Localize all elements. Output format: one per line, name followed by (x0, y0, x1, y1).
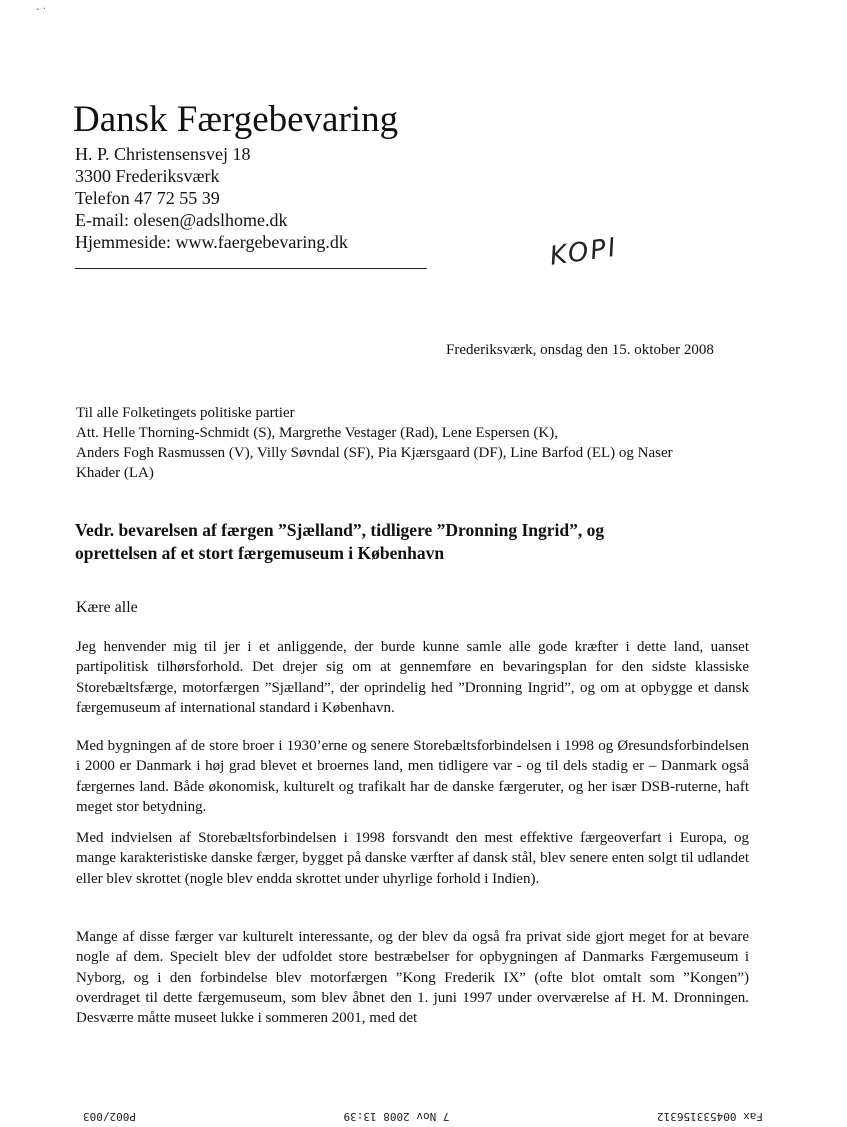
organization-title: Dansk Færgebevaring (73, 99, 399, 140)
recipient-line: Anders Fogh Rasmussen (V), Villy Søvndal (SF), Pia Kjærsgaard (DF), Line Barfod (EL) og Naser (76, 445, 673, 461)
subject-heading (75, 519, 775, 565)
date-line: Frederiksværk, onsdag den 15. oktober 2008 (446, 342, 714, 358)
fax-timestamp: 7 Nov 2008 13:39 (343, 1110, 450, 1123)
recipients-block (76, 403, 776, 483)
address-phone: Telefon 47 72 55 39 (75, 188, 220, 208)
fax-page: P002/003 (83, 1110, 136, 1123)
kopi-stamp: KOPI (547, 232, 620, 272)
address-website: Hjemmeside: www.faergebevaring.dk (75, 232, 348, 252)
header-divider (75, 268, 427, 269)
address-street: H. P. Christensensvej 18 (75, 144, 251, 164)
address-city: 3300 Frederiksværk (75, 166, 220, 186)
body-paragraph: Med indvielsen af Storebæltsforbindelsen i 1998 forsvandt den mest effektive færgeoverfart i Europa, og mange karakteristiske danske færger, bygget på danske værfter af dansk stål, blev senere enten solgt til udlandet eller blev skrottet (nogle blev endda skrottet under uhyrlige forhold i Indien). (76, 830, 749, 887)
body-paragraph: Med bygningen af de store broer i 1930’erne og senere Storebæltsforbindelsen i 1998 og Øresundsforbindelsen i 2000 er Danmark i høj grad blevet et broernes land, men tidligere var - og til dels stadig er – Danmark også færgernes land. Både økonomisk, kulturelt og trafikalt har de danske færgeruter, og her især DSB-ruterne, haft meget stor betydning. (76, 738, 749, 815)
body-paragraph: Jeg henvender mig til jer i et anliggende, der burde kunne samle alle gode kræfter i dette land, uanset partipolitisk tilhørsforhold. Det drejer sig om at gennemføre en bevaringsplan for den sidste klassiske Storebæltsfærge, motorfærgen ”Sjælland”, der oprindelig hed ”Dronning Ingrid”, og om at opbygge et dansk færgemuseum af international standard i København. (76, 639, 749, 716)
subject-line: Vedr. bevarelsen af færgen ”Sjælland”, tidligere ”Dronning Ingrid”, og (75, 520, 605, 540)
greeting: Kære alle (76, 599, 138, 616)
address-email: E-mail: olesen@adslhome.dk (75, 210, 288, 230)
fax-footer (83, 1110, 763, 1123)
recipient-line: Khader (LA) (76, 465, 154, 481)
scan-speck: - · (36, 4, 46, 15)
subject-line: oprettelsen af et stort færgemuseum i København (75, 543, 445, 563)
fax-number: Fax 004533156312 (657, 1110, 763, 1123)
body-paragraph: Mange af disse færger var kulturelt interessante, og der blev da også fra privat side gjort meget for at bevare nogle af dem. Specielt blev der udfoldet store bestræbelser for opbygningen af Danmarks Færgemuseum i Nyborg, og i den forbindelse blev motorfærgen ”Kong Frederik IX” (ofte blot omtalt som ”Kongen”) overdraget til dette færgemuseum, som blev åbnet den 1. juni 1997 under overværelse af H. M. Dronningen. Desværre måtte museet lukke i sommeren 2001, med det (76, 929, 749, 1027)
recipient-line: Til alle Folketingets politiske partier (76, 405, 295, 421)
recipient-line: Att. Helle Thorning-Schmidt (S), Margrethe Vestager (Rad), Lene Espersen (K), (76, 425, 558, 441)
